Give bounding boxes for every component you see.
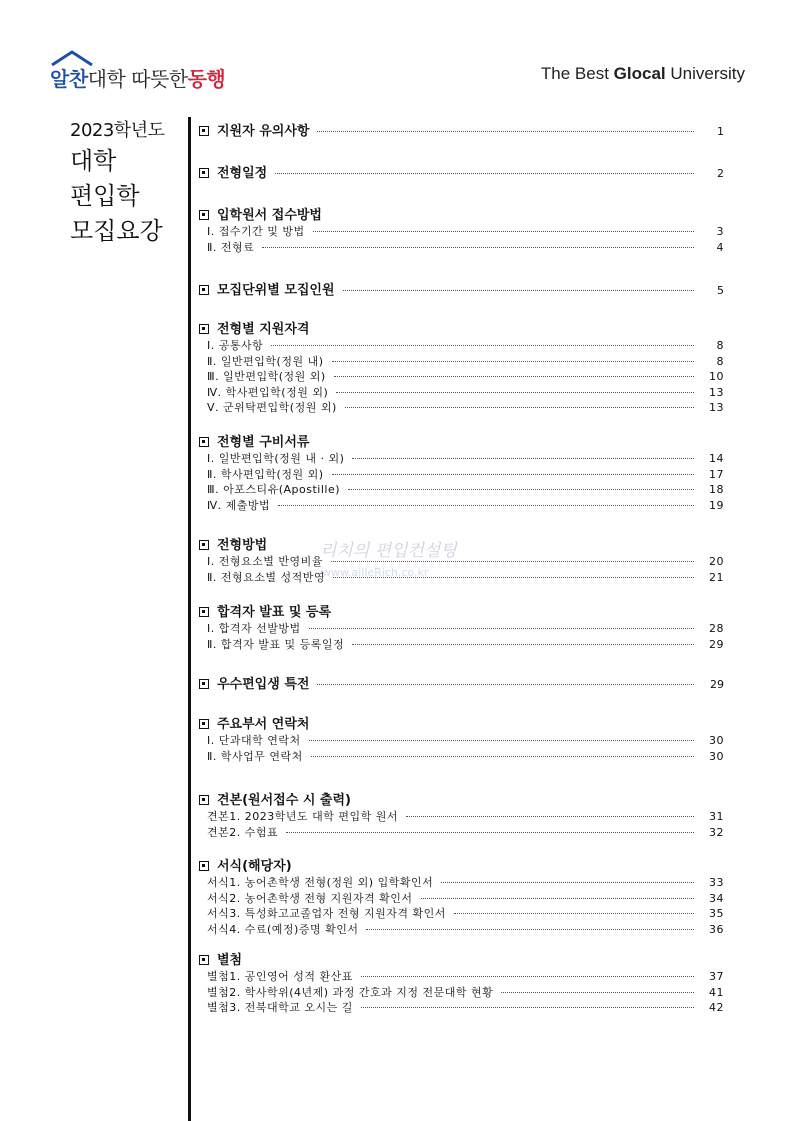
toc-section-heading <box>199 538 724 554</box>
toc-page-number: 30 <box>709 734 724 747</box>
toc-page-number: 41 <box>709 985 724 999</box>
toc-page-number: 30 <box>709 749 724 763</box>
toc-item-label: 서식4. 수료(예정)증명 확인서 <box>207 922 359 936</box>
dot-leader <box>406 816 694 817</box>
toc-item-label: Ⅱ. 학사업무 연락처 <box>207 749 303 763</box>
toc-item-label: 견본1. 2023학년도 대학 편입학 원서 <box>207 810 398 823</box>
dot-leader <box>317 684 694 685</box>
dot-leader <box>275 173 694 174</box>
toc-item <box>199 891 724 907</box>
dot-leader <box>454 913 694 914</box>
toc-item <box>199 240 724 256</box>
toc-item-label: Ⅱ. 일반편입학(정원 내) <box>207 354 324 368</box>
toc-section <box>199 435 724 513</box>
dot-leader <box>366 929 694 930</box>
toc-section-heading <box>199 124 724 140</box>
toc-item-label: Ⅰ. 일반편입학(정원 내 · 외) <box>207 452 345 465</box>
toc-page-number: 2 <box>717 167 724 180</box>
toc-item-label: 별첨2. 학사학위(4년제) 과정 간호과 지정 전문대학 현황 <box>207 985 494 999</box>
document-title <box>70 116 182 249</box>
dot-leader <box>441 882 694 883</box>
toc-section-heading <box>199 859 724 875</box>
dot-leader <box>352 644 694 645</box>
dot-leader <box>311 756 694 757</box>
toc-section <box>199 124 724 140</box>
toc-section-title: 전형별 구비서류 <box>217 435 310 450</box>
toc-page-number: 1 <box>717 125 724 138</box>
square-bullet-icon <box>199 437 209 447</box>
toc-item <box>199 922 724 938</box>
dot-leader <box>332 474 695 475</box>
toc-section <box>199 208 724 255</box>
square-bullet-icon <box>199 540 209 550</box>
dot-leader <box>262 247 694 248</box>
toc-section-title: 전형방법 <box>217 538 268 553</box>
toc-section <box>199 283 724 299</box>
toc-item <box>199 369 724 385</box>
toc-page-number: 34 <box>709 891 724 905</box>
dot-leader <box>309 740 694 741</box>
toc-page-number: 13 <box>709 401 724 414</box>
watermark-url: www.ailleRich.co.kr <box>322 566 429 579</box>
toc-item <box>199 338 724 354</box>
toc-item <box>199 570 724 586</box>
dot-leader <box>278 505 694 506</box>
title-line-3: 모집요강 <box>70 217 163 245</box>
square-bullet-icon <box>199 955 209 965</box>
toc-item-label: 서식3. 특성화고교졸업자 전형 지원자격 확인서 <box>207 907 446 920</box>
dot-leader <box>309 628 694 629</box>
toc-section-title: 우수편입생 특전 <box>217 677 310 692</box>
square-bullet-icon <box>199 719 209 729</box>
toc-page-number: 36 <box>709 922 724 936</box>
toc-section-title: 전형일정 <box>217 166 268 181</box>
toc-page-number: 29 <box>709 637 724 651</box>
toc-page-number: 37 <box>709 970 724 983</box>
toc-section-heading <box>199 717 724 733</box>
toc-item-label: 서식1. 농어촌학생 전형(정원 외) 입학확인서 <box>207 876 434 889</box>
toc-item-label: 별첨1. 공인영어 성적 환산표 <box>207 970 353 983</box>
square-bullet-icon <box>199 861 209 871</box>
dot-leader <box>345 407 694 408</box>
toc-section-heading <box>199 208 724 224</box>
logo-text-1: 알찬 <box>50 67 88 91</box>
toc-section-heading <box>199 166 724 182</box>
toc-item-label: Ⅲ. 일반편입학(정원 외) <box>207 370 326 383</box>
toc-section-title: 서식(해당자) <box>217 859 292 874</box>
toc-section-title: 별첨 <box>217 953 243 968</box>
toc-page-number: 5 <box>717 284 724 297</box>
dot-leader <box>348 489 694 490</box>
toc-item-label: 별첨3. 전북대학교 오시는 길 <box>207 1001 353 1014</box>
tagline <box>541 64 745 84</box>
dot-leader <box>343 290 694 291</box>
toc-item-label: Ⅴ. 군위탁편입학(정원 외) <box>207 401 337 414</box>
title-line-2: 편입학 <box>70 182 140 210</box>
toc-item <box>199 733 724 749</box>
toc-section-title: 합격자 발표 및 등록 <box>217 605 332 620</box>
toc-page-number: 20 <box>709 555 724 568</box>
toc-item <box>199 400 724 416</box>
square-bullet-icon <box>199 168 209 178</box>
toc-section-heading <box>199 435 724 451</box>
dot-leader <box>317 131 694 132</box>
toc-item <box>199 451 724 467</box>
logo-text-2: 대학 따뜻한 <box>87 67 188 91</box>
toc-page-number: 4 <box>716 240 724 254</box>
toc-item <box>199 354 724 370</box>
dot-leader <box>271 345 694 346</box>
square-bullet-icon <box>199 126 209 136</box>
toc-item <box>199 749 724 765</box>
toc-item <box>199 906 724 922</box>
toc-item <box>199 482 724 498</box>
toc-page-number: 19 <box>709 498 724 512</box>
toc-item-label: Ⅰ. 단과대학 연락처 <box>207 734 301 747</box>
toc-section-title: 주요부서 연락처 <box>217 717 310 732</box>
toc-page-number: 42 <box>709 1001 724 1014</box>
toc-section <box>199 605 724 652</box>
toc-section-title: 전형별 지원자격 <box>217 322 310 337</box>
dot-leader <box>352 458 694 459</box>
dot-leader <box>313 231 694 232</box>
toc-item <box>199 385 724 401</box>
square-bullet-icon <box>199 679 209 689</box>
toc-item <box>199 554 724 570</box>
toc-item <box>199 875 724 891</box>
toc-item <box>199 1000 724 1016</box>
toc-page-number: 31 <box>709 810 724 823</box>
toc-page-number: 21 <box>709 570 724 584</box>
toc-section <box>199 859 724 937</box>
dot-leader <box>361 976 694 977</box>
logo-text-3: 동행 <box>187 67 226 91</box>
toc-page-number: 3 <box>716 225 724 238</box>
toc-item-label: Ⅱ. 전형료 <box>207 240 255 254</box>
toc-item <box>199 467 724 483</box>
page-header <box>0 0 793 100</box>
title-year: 2023학년도 <box>70 120 165 141</box>
toc-page-number: 10 <box>709 370 724 383</box>
toc-item <box>199 637 724 653</box>
dot-leader <box>332 361 695 362</box>
toc-section <box>199 953 724 1016</box>
toc-page-number: 32 <box>709 825 724 839</box>
toc-section-title: 견본(원서접수 시 출력) <box>217 793 351 808</box>
toc-item-label: Ⅱ. 학사편입학(정원 외) <box>207 467 324 481</box>
tagline-post: University <box>665 64 745 83</box>
toc-page-number: 13 <box>709 385 724 399</box>
toc-page-number: 33 <box>709 876 724 889</box>
dot-leader <box>501 992 694 993</box>
toc-section <box>199 677 724 693</box>
toc-item-label: Ⅱ. 전형요소별 성적반영 <box>207 570 326 584</box>
toc-item-label: Ⅰ. 접수기간 및 방법 <box>207 225 305 238</box>
toc-page-number: 29 <box>710 678 724 691</box>
toc-item-label: Ⅰ. 공통사항 <box>207 339 264 352</box>
toc-item-label: 견본2. 수험표 <box>207 825 279 839</box>
dot-leader <box>286 832 694 833</box>
square-bullet-icon <box>199 285 209 295</box>
toc-section <box>199 717 724 764</box>
toc-page-number: 28 <box>709 622 724 635</box>
tagline-bold: Glocal <box>613 64 666 83</box>
dot-leader <box>331 561 694 562</box>
toc-item-label: Ⅰ. 합격자 선발방법 <box>207 622 301 635</box>
toc-section-heading <box>199 322 724 338</box>
toc-section-heading <box>199 677 724 693</box>
watermark-text: 리치의 편입컨설팅 <box>320 541 457 561</box>
vertical-divider <box>188 117 191 1121</box>
toc-item-label: Ⅳ. 제출방법 <box>207 498 271 512</box>
toc-item-label: Ⅲ. 아포스티유(Apostille) <box>207 483 341 496</box>
toc-item <box>199 969 724 985</box>
toc-section <box>199 793 724 840</box>
toc-item-label: Ⅰ. 전형요소별 반영비율 <box>207 555 323 568</box>
toc-item <box>199 809 724 825</box>
toc-section <box>199 166 724 182</box>
dot-leader <box>334 376 694 377</box>
toc-section <box>199 538 724 585</box>
square-bullet-icon <box>199 210 209 220</box>
title-line-1: 대학 <box>70 147 117 175</box>
toc-item <box>199 985 724 1001</box>
toc-page-number: 14 <box>709 452 724 465</box>
toc-section-title: 지원자 유의사항 <box>217 124 310 139</box>
toc-section-heading <box>199 605 724 621</box>
toc-item-label: Ⅱ. 합격자 발표 및 등록일정 <box>207 637 345 651</box>
dot-leader <box>336 392 694 393</box>
toc-page-number: 8 <box>716 339 724 352</box>
toc-page-number: 18 <box>709 483 724 496</box>
square-bullet-icon <box>199 324 209 334</box>
toc-section-title: 입학원서 접수방법 <box>217 208 322 223</box>
square-bullet-icon <box>199 607 209 617</box>
toc-item <box>199 224 724 240</box>
toc-item <box>199 621 724 637</box>
toc-section-title: 모집단위별 모집인원 <box>217 283 335 298</box>
toc-item-label: Ⅳ. 학사편입학(정원 외) <box>207 385 329 399</box>
toc-section <box>199 322 724 416</box>
dot-leader <box>421 898 695 899</box>
toc-page-number: 8 <box>716 354 724 368</box>
toc-item <box>199 498 724 514</box>
toc-page-number: 17 <box>709 467 724 481</box>
square-bullet-icon <box>199 795 209 805</box>
tagline-pre: The Best <box>540 64 614 83</box>
toc-page-number: 35 <box>709 907 724 920</box>
toc-section-heading <box>199 793 724 809</box>
toc-item <box>199 825 724 841</box>
dot-leader <box>361 1007 694 1008</box>
toc-section-heading <box>199 953 724 969</box>
toc-item-label: 서식2. 농어촌학생 전형 지원자격 확인서 <box>207 891 413 905</box>
toc-section-heading <box>199 283 724 299</box>
